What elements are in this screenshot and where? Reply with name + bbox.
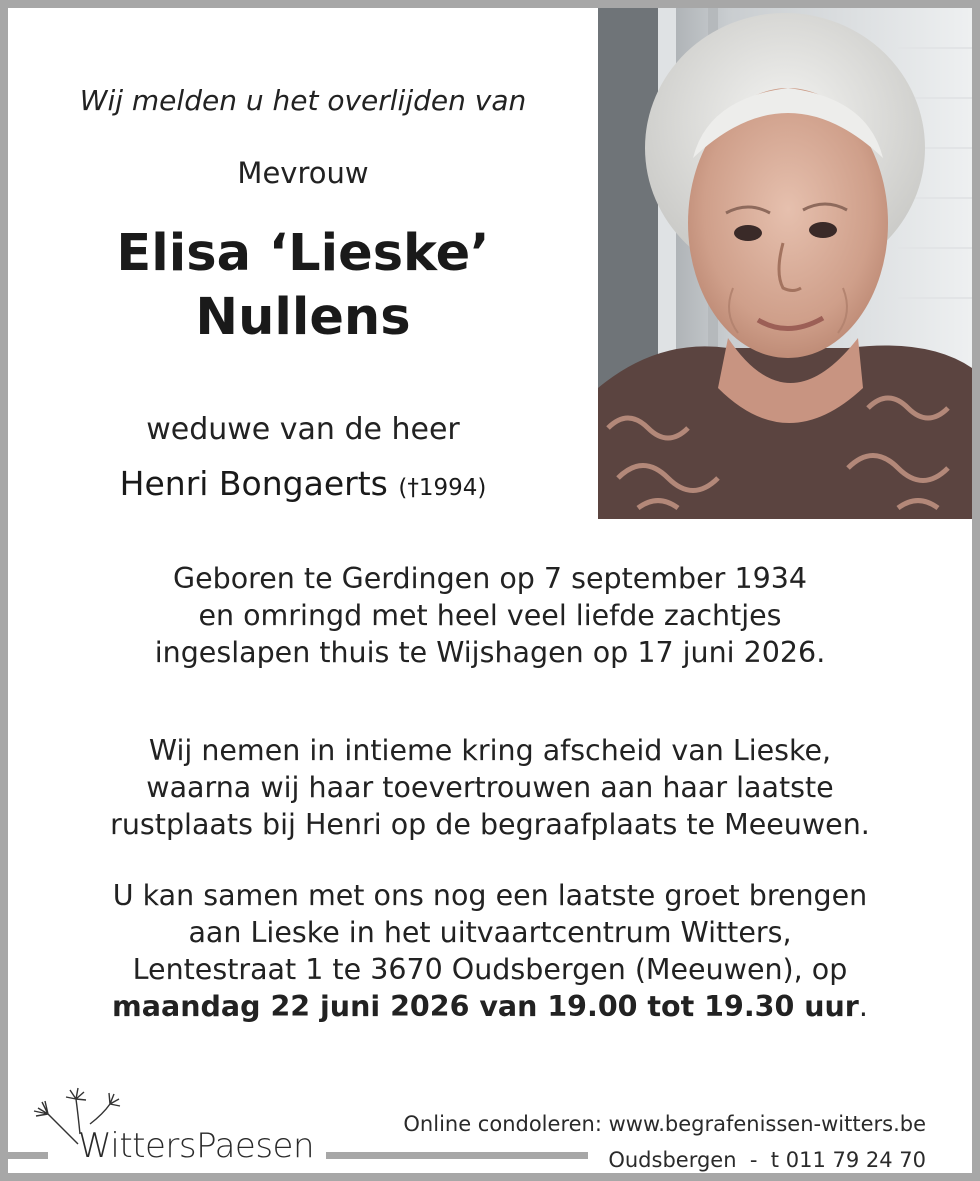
- paragraph-line: Wij nemen in intieme kring afscheid van Lieske,: [148, 734, 832, 767]
- footer-rule-middle: [326, 1152, 588, 1159]
- husband-death-year: (†1994): [398, 475, 487, 501]
- paragraph-line: waarna wij haar toevertrouwen aan haar laatste: [146, 771, 834, 804]
- husband-line: [8, 464, 598, 503]
- paragraph-line: Geboren te Gerdingen op 7 september 1934: [173, 562, 807, 595]
- paragraph-line: U kan samen met ons nog een laatste groet brengen: [112, 879, 868, 912]
- deceased-name: [8, 222, 598, 350]
- deceased-name-line-2: Nullens: [195, 288, 411, 347]
- portrait-image: [598, 8, 972, 519]
- paragraph-line: rustplaats bij Henri op de begraafplaats te Meeuwen.: [110, 808, 870, 841]
- paragraph-line: aan Lieske in het uitvaartcentrum Witters,: [188, 916, 792, 949]
- birth-death-paragraph: [8, 560, 972, 671]
- paragraph-line: en omringd met heel veel liefde zachtjes: [198, 599, 782, 632]
- visitation-date-line: [8, 988, 972, 1025]
- period: .: [858, 990, 868, 1023]
- visitation-date: maandag 22 juni 2026 van 19.00 tot 19.30 uur: [112, 990, 859, 1023]
- deceased-name-line-1: Elisa ‘Lieske’: [116, 224, 490, 283]
- farewell-paragraph: [8, 732, 972, 843]
- funeral-home-logo: WittersPaesen: [78, 1126, 314, 1166]
- husband-name: Henri Bongaerts: [119, 464, 388, 503]
- contact-info: Oudsbergen - t 011 79 24 70: [608, 1148, 926, 1172]
- widow-of-text: weduwe van de heer: [146, 412, 460, 447]
- condolence-link[interactable]: Online condoleren: www.begrafenissen-witters.be: [403, 1112, 926, 1136]
- honorific: Mevrouw: [237, 156, 369, 190]
- paragraph-line: Lentestraat 1 te 3670 Oudsbergen (Meeuwen), op: [132, 953, 848, 986]
- intro-text: Wij melden u het overlijden van: [79, 84, 527, 117]
- obituary-card: [8, 8, 972, 1173]
- portrait-photo: [598, 8, 972, 519]
- paragraph-line: ingeslapen thuis te Wijshagen op 17 juni 2026.: [154, 636, 826, 669]
- visitation-paragraph: [8, 877, 972, 1025]
